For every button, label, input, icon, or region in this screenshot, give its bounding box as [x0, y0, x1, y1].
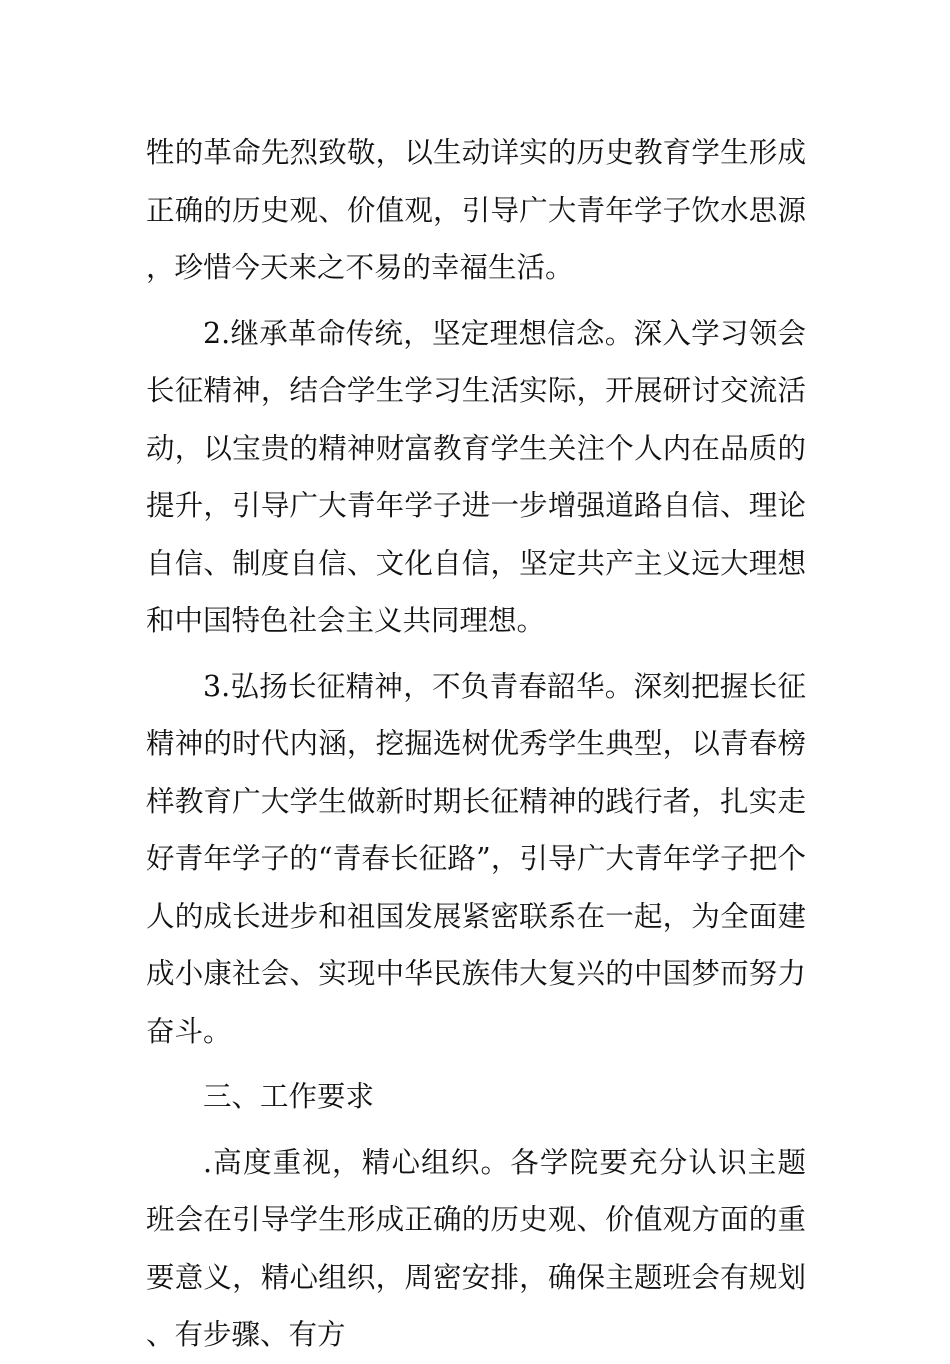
paragraph-history-education: 牲的革命先烈致敬，以生动详实的历史教育学生形成正确的历史观、价值观，引导广大青年学子饮水思源，珍惜今天来之不易的幸福生活。	[146, 136, 806, 284]
document-body	[146, 124, 806, 1364]
paragraph-long-march-spirit: 3.弘扬长征精神，不负青春韶华。深刻把握长征精神的时代内涵，挖掘选树优秀学生典型，以青春榜样教育广大学生做新时期长征精神的践行者，扎实走好青年学子的“青春长征路”，引导广大青年学子把个人的成长进步和祖国发展紧密联系在一起，为全面建成小康社会、实现中华民族伟大复兴的中国梦而努力奋斗。	[146, 669, 806, 1048]
section-heading-work-requirements: 三、工作要求	[203, 1080, 375, 1113]
paragraph-organization: .高度重视，精心组织。各学院要充分认识主题班会在引导学生形成正确的历史观、价值观方面的重要意义，精心组织，周密安排，确保主题班会有规划、有步骤、有方	[146, 1145, 806, 1351]
paragraph-revolutionary-tradition: 2.继承革命传统，坚定理想信念。深入学习领会长征精神，结合学生学习生活实际，开展研讨交流活动，以宝贵的精神财富教育学生关注个人内在品质的提升，引导广大青年学子进一步增强道路自信、理论自信、制度自信、文化自信，坚定共产主义远大理想和中国特色社会主义共同理想。	[146, 316, 806, 637]
